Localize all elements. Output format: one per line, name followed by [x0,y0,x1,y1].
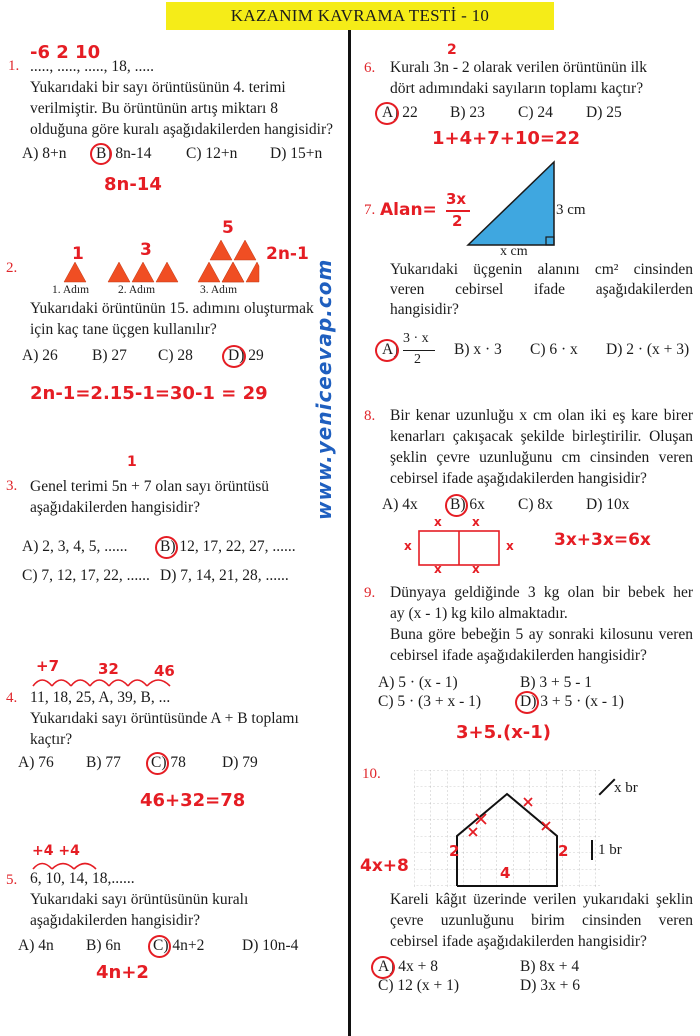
q2-option-b[interactable]: B) 27 [92,347,127,364]
q3-text-line-1: Genel terimi 5n + 7 olan sayı örüntüsü [30,478,270,495]
q8-x-mark: x [472,562,480,576]
q1-option-c[interactable]: C) 12+n [186,145,238,162]
q7-option-a-numerator: 3 · x [403,331,429,346]
q4-option-c[interactable]: C) 78 [151,754,186,771]
q6-answer-circle [375,102,399,125]
q3-option-d[interactable]: D) 7, 14, 21, 28, ...... [160,567,289,584]
q5-handwritten-step: +4 +4 [32,843,80,859]
q1-answer-circle [90,143,112,165]
q2-count-1: 1 [72,244,84,264]
q4-option-d[interactable]: D) 79 [222,754,258,771]
q10-text-line-3: cebirsel ifade aşağıdakilerden hangisidir? [390,933,647,950]
q10-unit-legend: 1 br [598,842,622,858]
q4-arc-marks [30,672,180,688]
q1-text-line-1: Yukarıdaki bir sayı örüntüsünün 4. terimi [30,79,286,96]
q8-number: 8. [364,408,376,424]
q10-option-d[interactable]: D) 3x + 6 [520,977,580,994]
q1-option-a[interactable]: A) 8+n [22,145,67,162]
q1-text-line-2: verilmiştir. Bu örüntünün artış miktarı 8 [30,100,278,117]
q8-x-mark: x [434,515,442,529]
q3-answer-circle [155,536,178,559]
q8-handwritten-answer: 3x+3x=6x [554,530,651,550]
q9-number: 9. [364,585,376,601]
q1-handwritten-terms: -6 2 10 [30,42,101,63]
q9-text-line-1: Dünyaya geldiğinde 3 kg olan bir bebek her [390,584,693,601]
q9-text-line-4: cebirsel ifade aşağıdakilerden hangisidir? [390,647,647,664]
q10-option-a[interactable]: A) 4x + 8 [378,958,438,975]
q4-sequence: 11, 18, 25, A, 39, B, ... [30,689,171,706]
q5-sequence: 6, 10, 14, 18,...... [30,870,135,887]
q4-text-line-1: Yukarıdaki sayı örüntüsünde A + B toplamı [30,710,299,727]
q5-option-a[interactable]: A) 4n [18,937,54,954]
q5-number: 5. [6,872,18,888]
q2-step-1-label: 1. Adım [52,284,90,296]
q2-step-3-label: 3. Adım [200,284,238,296]
q4-handwritten-b: 46 [154,662,175,680]
q7-handwritten-area-numerator: 3x [446,190,467,208]
q3-option-b[interactable]: B) 12, 17, 22, 27, ...... [160,538,296,555]
q2-handwritten-answer: 2n-1=2.15-1=30-1 = 29 [30,383,268,404]
q5-text-line-1: Yukarıdaki sayı örüntüsünün kuralı [30,891,249,908]
q9-option-b[interactable]: B) 3 + 5 - 1 [520,674,593,691]
q2-number: 2. [6,260,18,276]
q10-answer-circle [371,956,395,979]
q10-text-line-1: Kareli kâğıt üzerinde verilen yukarıdaki şeklin [390,891,693,908]
q2-answer-circle [222,345,246,368]
q2-count-2: 3 [140,240,152,260]
q2-text-line-1: Yukarıdaki örüntünün 15. adımını oluşturmak [30,300,314,317]
q7-handwritten-area: Alan= [380,200,437,220]
page-title: KAZANIM KAVRAMA TESTİ - 10 [166,2,554,30]
q2-triangle-pattern [50,236,260,288]
q10-text-line-2: çevre uzunluğunu birim cinsinden veren [390,912,693,929]
q9-option-a[interactable]: A) 5 · (x - 1) [378,674,458,691]
q4-handwritten-step: +7 [36,657,60,675]
q3-option-c[interactable]: C) 7, 12, 17, 22, ...... [22,567,150,584]
q7-option-c[interactable]: C) 6 · x [530,341,578,358]
q8-answer-circle [445,494,468,517]
column-divider [348,30,351,1036]
q7-answer-circle [375,339,399,362]
q1-number: 1. [8,58,20,74]
q7-option-b[interactable]: B) x · 3 [454,341,502,358]
q8-x-mark: x [506,539,514,553]
q8-option-a[interactable]: A) 4x [382,496,418,513]
q6-handwritten-answer: 1+4+7+10=22 [432,128,580,149]
q4-handwritten-a: 32 [98,660,119,678]
q1-option-b[interactable]: B) 8n-14 [96,145,152,162]
q10-left-side-label: 2 [449,842,460,860]
q5-answer-circle [148,935,171,958]
q10-bottom-side-label: 4 [500,864,511,882]
q5-text-line-2: aşağıdakilerden hangisidir? [30,912,201,929]
q4-handwritten-answer: 46+32=78 [140,790,246,811]
q6-option-b[interactable]: B) 23 [450,104,485,121]
q6-option-c[interactable]: C) 24 [518,104,553,121]
q1-option-d[interactable]: D) 15+n [270,145,323,162]
q7-option-a[interactable]: A) [382,341,399,358]
q5-handwritten-answer: 4n+2 [96,962,149,983]
q8-x-mark: x [434,562,442,576]
q4-option-a[interactable]: A) 76 [18,754,54,771]
q9-answer-circle [515,691,539,714]
q6-text-line-1: Kuralı 3n - 2 olarak verilen örüntünün ilk [390,59,647,76]
q10-x-legend: x br [614,780,638,796]
q2-option-c[interactable]: C) 28 [158,347,193,364]
q6-option-a[interactable]: A) 22 [382,104,418,121]
q7-base-label: x cm [500,244,528,259]
q7-text-line-1: Yukarıdaki üçgenin alanını cm² cinsinden [390,261,693,278]
q9-option-c[interactable]: C) 5 · (3 + x - 1) [378,693,482,710]
q8-x-mark: x [404,539,412,553]
q7-option-a-fraction-bar [403,350,435,351]
q10-handwritten-perimeter: 4x+8 [360,856,409,876]
q7-option-a-denominator: 2 [414,352,421,367]
q7-number: 7. [364,202,376,218]
q6-text-line-2: dört adımındaki sayıların toplamı kaçtır? [390,80,644,97]
q3-handwritten-mark: 1 [127,454,137,470]
q9-option-d[interactable]: D) 3 + 5 · (x - 1) [520,693,624,710]
q8-x-mark: x [472,515,480,529]
q1-handwritten-answer: 8n-14 [104,174,162,195]
q8-option-d[interactable]: D) 10x [586,496,630,513]
q6-number: 6. [364,60,376,76]
q9-handwritten-answer: 3+5.(x-1) [456,722,552,743]
q2-handwritten-rule: 2n-1 [266,244,309,264]
q7-right-triangle [466,160,558,248]
q8-option-c[interactable]: C) 8x [518,496,553,513]
q5-option-d[interactable]: D) 10n-4 [242,937,299,954]
q2-count-3: 5 [222,218,234,238]
q8-text-line-3: şeklin çevre uzunluğunu cm cinsinden veren [390,449,693,466]
q10-option-b[interactable]: B) 8x + 4 [520,958,580,975]
q7-handwritten-area-denominator: 2 [452,212,463,230]
q2-text-line-2: için kaç tane üçgen kullanılır? [30,321,217,338]
q8-option-b[interactable]: B) 6x [450,496,485,513]
q2-step-2-label: 2. Adım [118,284,156,296]
q8-text-line-1: Bir kenar uzunluğu x cm olan iki eş kare birer [390,407,693,424]
q3-option-a[interactable]: A) 2, 3, 4, 5, ...... [22,538,128,555]
q6-handwritten-mark: 2 [447,42,457,58]
q1-text-line-3: olduğuna göre kuralı aşağıdakilerden hangisidir? [30,121,334,138]
q9-text-line-3: Buna göre bebeğin 5 ay sonraki kilosunu veren [390,626,693,643]
q1-sequence: ....., ....., ....., 18, ..... [30,58,154,75]
q2-option-d[interactable]: D) 29 [228,347,264,364]
q10-x-legend-line [599,779,616,796]
q5-option-c[interactable]: C) 4n+2 [153,937,205,954]
q7-option-d[interactable]: D) 2 · (x + 3) [606,341,690,358]
q3-number: 3. [6,478,18,494]
q10-option-c[interactable]: C) 12 (x + 1) [378,977,460,994]
q10-number: 10. [362,766,381,782]
q5-option-b[interactable]: B) 6n [86,937,121,954]
q7-text-line-2: veren cebirsel ifade aşağıdakilerden [390,281,693,298]
q10-unit-legend-line [591,840,593,860]
q9-text-line-2: ay (x - 1) kg kilo almaktadır. [390,605,568,622]
q7-text-line-3: hangisidir? [390,301,459,318]
q6-option-d[interactable]: D) 25 [586,104,622,121]
q7-side-label: 3 cm [556,202,586,218]
q2-option-a[interactable]: A) 26 [22,347,58,364]
q8-two-squares [418,530,500,566]
q8-text-line-2: kenarları çakışacak şekilde birleştirilir. Oluşan [390,428,693,445]
q8-text-line-4: cebirsel ifade aşağıdakilerden hangisidir? [390,470,647,487]
q3-text-line-2: aşağıdakilerden hangisidir? [30,499,201,516]
watermark: www.yeniceevap.com [312,258,336,520]
q10-right-side-label: 2 [558,842,569,860]
q4-answer-circle [146,752,169,775]
q4-number: 4. [6,690,18,706]
q4-text-line-2: kaçtır? [30,731,73,748]
q4-option-b[interactable]: B) 77 [86,754,121,771]
